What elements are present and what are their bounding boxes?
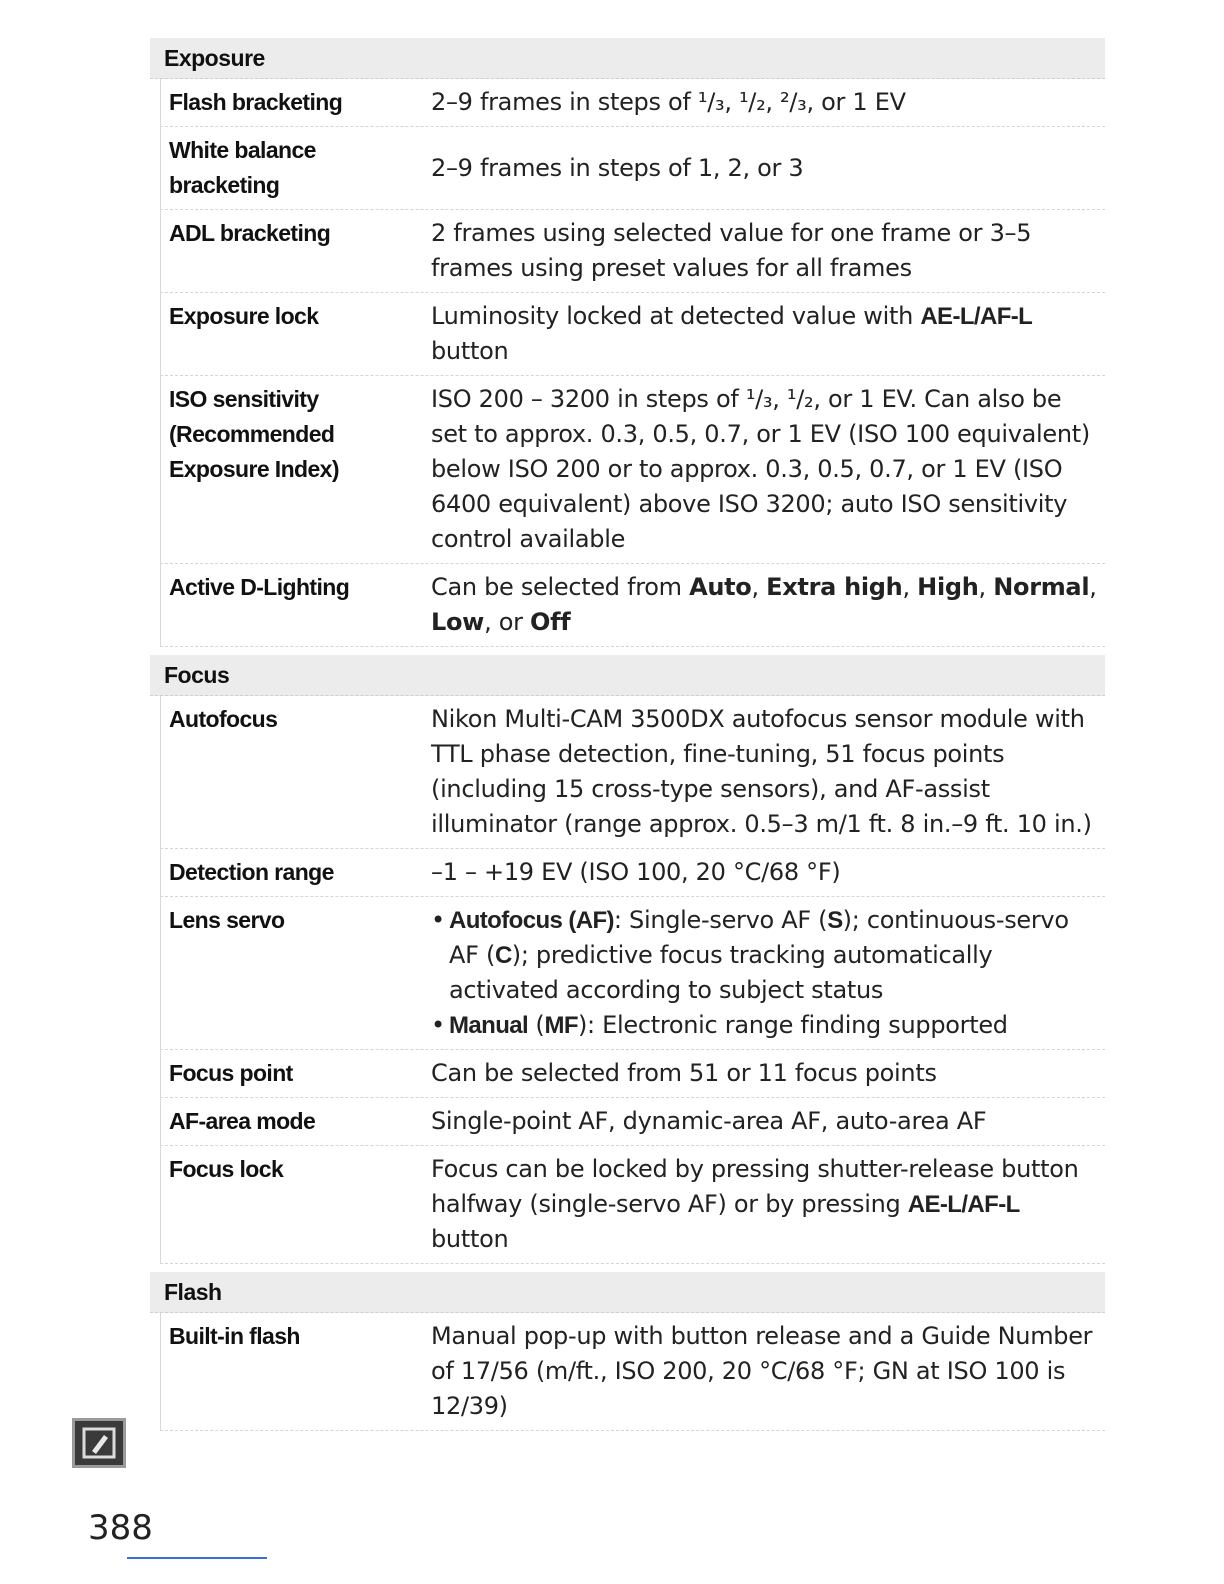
- option-auto: Auto: [689, 573, 752, 601]
- separator: ,: [978, 573, 994, 601]
- page-number: 388: [88, 1508, 153, 1548]
- spec-label: Built-in flash: [169, 1323, 300, 1349]
- value-text: Focus can be locked by pressing shutter-release button halfway (single-servo AF) or by pressing: [431, 1155, 1079, 1218]
- option-extra-high: Extra high: [766, 573, 903, 601]
- section-heading-focus: Focus: [150, 655, 1105, 696]
- spec-value: Manual pop-up with button release and a Guide Number of 17/56 (m/ft., ISO 200, 20 °C/68 °F; GN at ISO 100 is 12/39): [431, 1322, 1093, 1420]
- value-text: button: [431, 337, 509, 365]
- separator: , or: [484, 608, 531, 636]
- value-text: ); continuous-servo AF (: [449, 906, 1069, 969]
- spec-label: White balance bracketing: [169, 137, 316, 198]
- spec-label: Autofocus: [169, 706, 278, 732]
- mode-letter: MF: [544, 1012, 578, 1039]
- option-off: Off: [530, 608, 571, 636]
- value-text: Electronic range finding supported: [602, 1011, 1008, 1039]
- value-text: ); predictive focus tracking automatically activated according to subject status: [449, 941, 993, 1004]
- option-low: Low: [431, 608, 485, 636]
- spec-value: Nikon Multi-CAM 3500DX autofocus sensor module with TTL phase detection, fine-tuning, 51 focus points (including 15 cross-type sensors), and AF-assist illuminator (range approx. 0.5–3 m/1 ft. 8 in.–9 ft. 10 in.): [431, 705, 1092, 838]
- mode-letter: S: [827, 907, 843, 934]
- spec-label: Active D-Lighting: [169, 574, 350, 600]
- separator: ,: [902, 573, 918, 601]
- spec-row-autofocus: [160, 696, 1105, 849]
- bullet-term: Manual: [449, 1012, 529, 1039]
- spec-label: Focus lock: [169, 1156, 284, 1182]
- spec-value: 2 frames using selected value for one frame or 3–5 frames using preset values for all frames: [431, 219, 1032, 282]
- mode-letter: C: [495, 942, 512, 969]
- spec-value: [431, 903, 1105, 1043]
- ae-l-af-l-button-name: AE-L/AF-L: [907, 1191, 1020, 1218]
- spec-table: [150, 38, 1105, 1431]
- section-heading-exposure: Exposure: [150, 38, 1105, 79]
- section-heading-flash: Flash: [150, 1272, 1105, 1313]
- spec-value: Can be selected from 51 or 11 focus points: [431, 1059, 937, 1087]
- spec-value: [431, 1152, 1105, 1257]
- spec-label: ISO sensitivity (Recommended Exposure Index): [169, 386, 339, 482]
- spec-value: [431, 299, 1105, 369]
- spec-row-detection-range: [160, 849, 1105, 897]
- spec-label: Lens servo: [169, 907, 285, 933]
- separator: :: [613, 906, 630, 934]
- spec-label: Flash bracketing: [169, 89, 343, 115]
- spec-row-exposure-lock: [160, 293, 1105, 376]
- spec-value: 2–9 frames in steps of ¹/₃, ¹/₂, ²/₃, or 1 EV: [431, 88, 906, 116]
- spec-label: Detection range: [169, 859, 334, 885]
- spec-row-adl-bracketing: [160, 210, 1105, 293]
- separator: (: [528, 1011, 545, 1039]
- spec-row-white-balance-bracketing: [160, 127, 1105, 210]
- spec-row-af-area-mode: [160, 1098, 1105, 1146]
- value-text: Single-servo AF (: [629, 906, 828, 934]
- spec-label: Exposure lock: [169, 303, 319, 329]
- spec-value: ISO 200 – 3200 in steps of ¹/₃, ¹/₂, or 1 EV. Can also be set to approx. 0.3, 0.5, 0.7, or 1 EV (ISO 100 equivalent) below ISO 200 or to approx. 0.3, 0.5, 0.7, or 1 EV (ISO 6400 equivalent) above ISO 3200; auto ISO sensitivity control available: [431, 385, 1090, 553]
- spec-label: AF-area mode: [169, 1108, 316, 1134]
- value-text: Luminosity locked at detected value with: [431, 302, 921, 330]
- spec-value: –1 – +19 EV (ISO 100, 20 °C/68 °F): [431, 858, 841, 886]
- value-text: Can be selected from: [431, 573, 690, 601]
- separator: ,: [751, 573, 767, 601]
- technical-notes-icon: [72, 1418, 126, 1468]
- spec-row-iso-sensitivity: [160, 376, 1105, 564]
- list-item: [431, 1008, 1099, 1043]
- option-high: High: [917, 573, 979, 601]
- separator: ):: [577, 1011, 603, 1039]
- spec-row-flash-bracketing: [160, 79, 1105, 127]
- spec-value: 2–9 frames in steps of 1, 2, or 3: [431, 154, 804, 182]
- option-normal: Normal: [993, 573, 1090, 601]
- separator: ,: [1089, 573, 1097, 601]
- spec-row-focus-lock: [160, 1146, 1105, 1264]
- spec-label: ADL bracketing: [169, 220, 331, 246]
- spec-label: Focus point: [169, 1060, 293, 1086]
- spec-row-built-in-flash: [160, 1313, 1105, 1431]
- bullet-list: [431, 903, 1099, 1043]
- ae-l-af-l-button-name: AE-L/AF-L: [920, 303, 1033, 330]
- spec-row-lens-servo: [160, 897, 1105, 1050]
- bullet-term: Autofocus (AF): [449, 907, 614, 934]
- value-text: button: [431, 1225, 509, 1253]
- list-item: [431, 903, 1099, 1008]
- technical-notes-glyph: [82, 1427, 116, 1459]
- page-number-underline: [127, 1557, 267, 1559]
- spec-row-focus-point: [160, 1050, 1105, 1098]
- spec-row-active-d-lighting: [160, 564, 1105, 647]
- spec-value: [431, 570, 1105, 640]
- spec-value: Single-point AF, dynamic-area AF, auto-area AF: [431, 1107, 987, 1135]
